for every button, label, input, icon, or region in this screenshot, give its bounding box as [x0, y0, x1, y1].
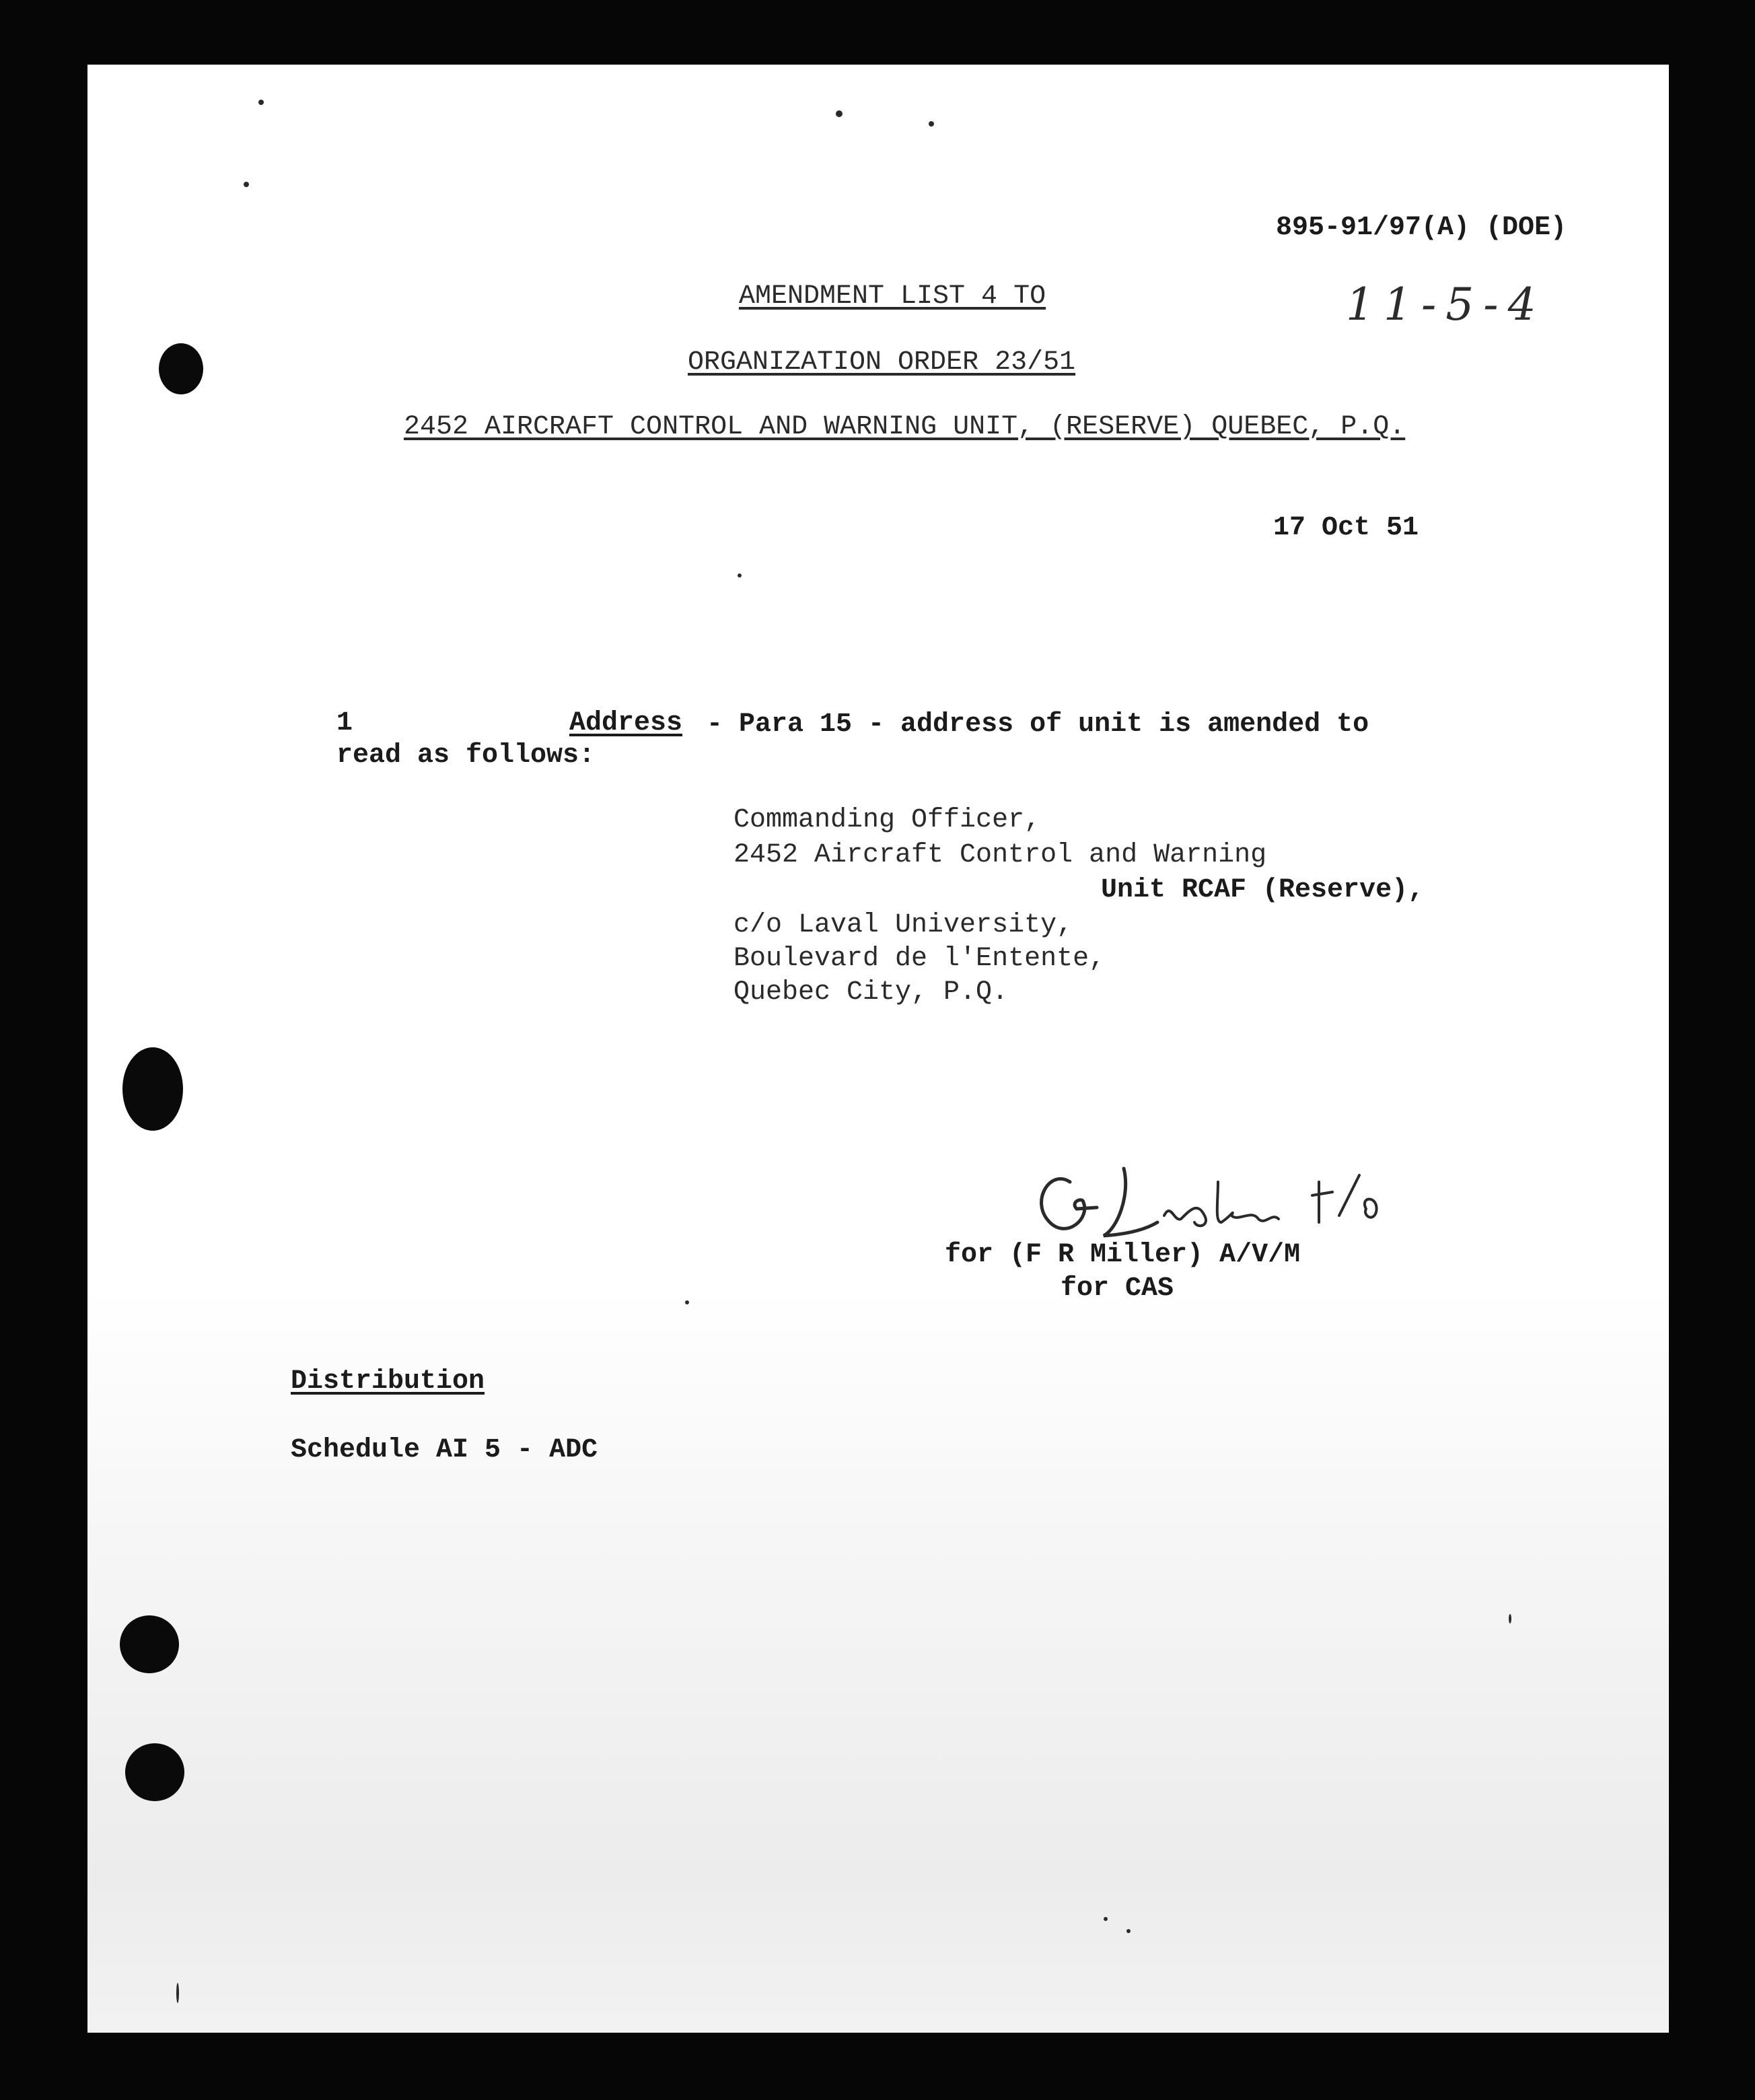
- title-line-2: ORGANIZATION ORDER 23/51: [688, 347, 1076, 378]
- signature-line-2: for CAS: [1061, 1273, 1174, 1304]
- paragraph-heading: Address: [569, 708, 683, 738]
- speck: [685, 1300, 689, 1304]
- address-line: Commanding Officer,: [733, 805, 1041, 835]
- document-page: [87, 65, 1669, 2033]
- speck: [258, 100, 264, 105]
- paragraph-text-line-1: - Para 15 - address of unit is amended to: [707, 709, 1369, 740]
- speck: [1509, 1614, 1511, 1623]
- paragraph-text-line-2: read as follows:: [336, 740, 596, 771]
- punch-hole-bottom: [125, 1743, 184, 1801]
- speck: [244, 182, 249, 187]
- address-line: c/o Laval University,: [733, 910, 1073, 940]
- distribution-line: Schedule AI 5 - ADC: [291, 1435, 598, 1465]
- speck: [836, 110, 843, 117]
- title-line-3: 2452 AIRCRAFT CONTROL AND WARNING UNIT, (RESERVE) QUEBEC, P.Q.: [404, 412, 1406, 442]
- address-line: Unit RCAF (Reserve),: [1101, 875, 1425, 905]
- speck: [1104, 1917, 1108, 1921]
- file-reference: 895-91/97(A) (DOE): [1276, 213, 1567, 243]
- address-line: 2452 Aircraft Control and Warning: [733, 840, 1267, 870]
- punch-hole-lower: [120, 1615, 179, 1673]
- speck: [738, 573, 742, 578]
- speck: [1126, 1929, 1131, 1933]
- speck: [176, 1983, 179, 2003]
- paragraph-number: 1: [336, 708, 353, 738]
- document-date: 17 Oct 51: [1273, 513, 1419, 543]
- punch-hole-top: [159, 343, 203, 394]
- address-line: Boulevard de l'Entente,: [733, 944, 1106, 974]
- address-line: Quebec City, P.Q.: [733, 977, 1009, 1008]
- signature-line-1: for (F R Miller) A/V/M: [945, 1240, 1301, 1270]
- speck: [929, 121, 934, 127]
- punch-hole-middle: [122, 1047, 183, 1131]
- distribution-heading: Distribution: [291, 1366, 485, 1397]
- handwritten-file-note: 11-5-4: [1346, 279, 1546, 330]
- title-line-1: AMENDMENT LIST 4 TO: [739, 281, 1046, 312]
